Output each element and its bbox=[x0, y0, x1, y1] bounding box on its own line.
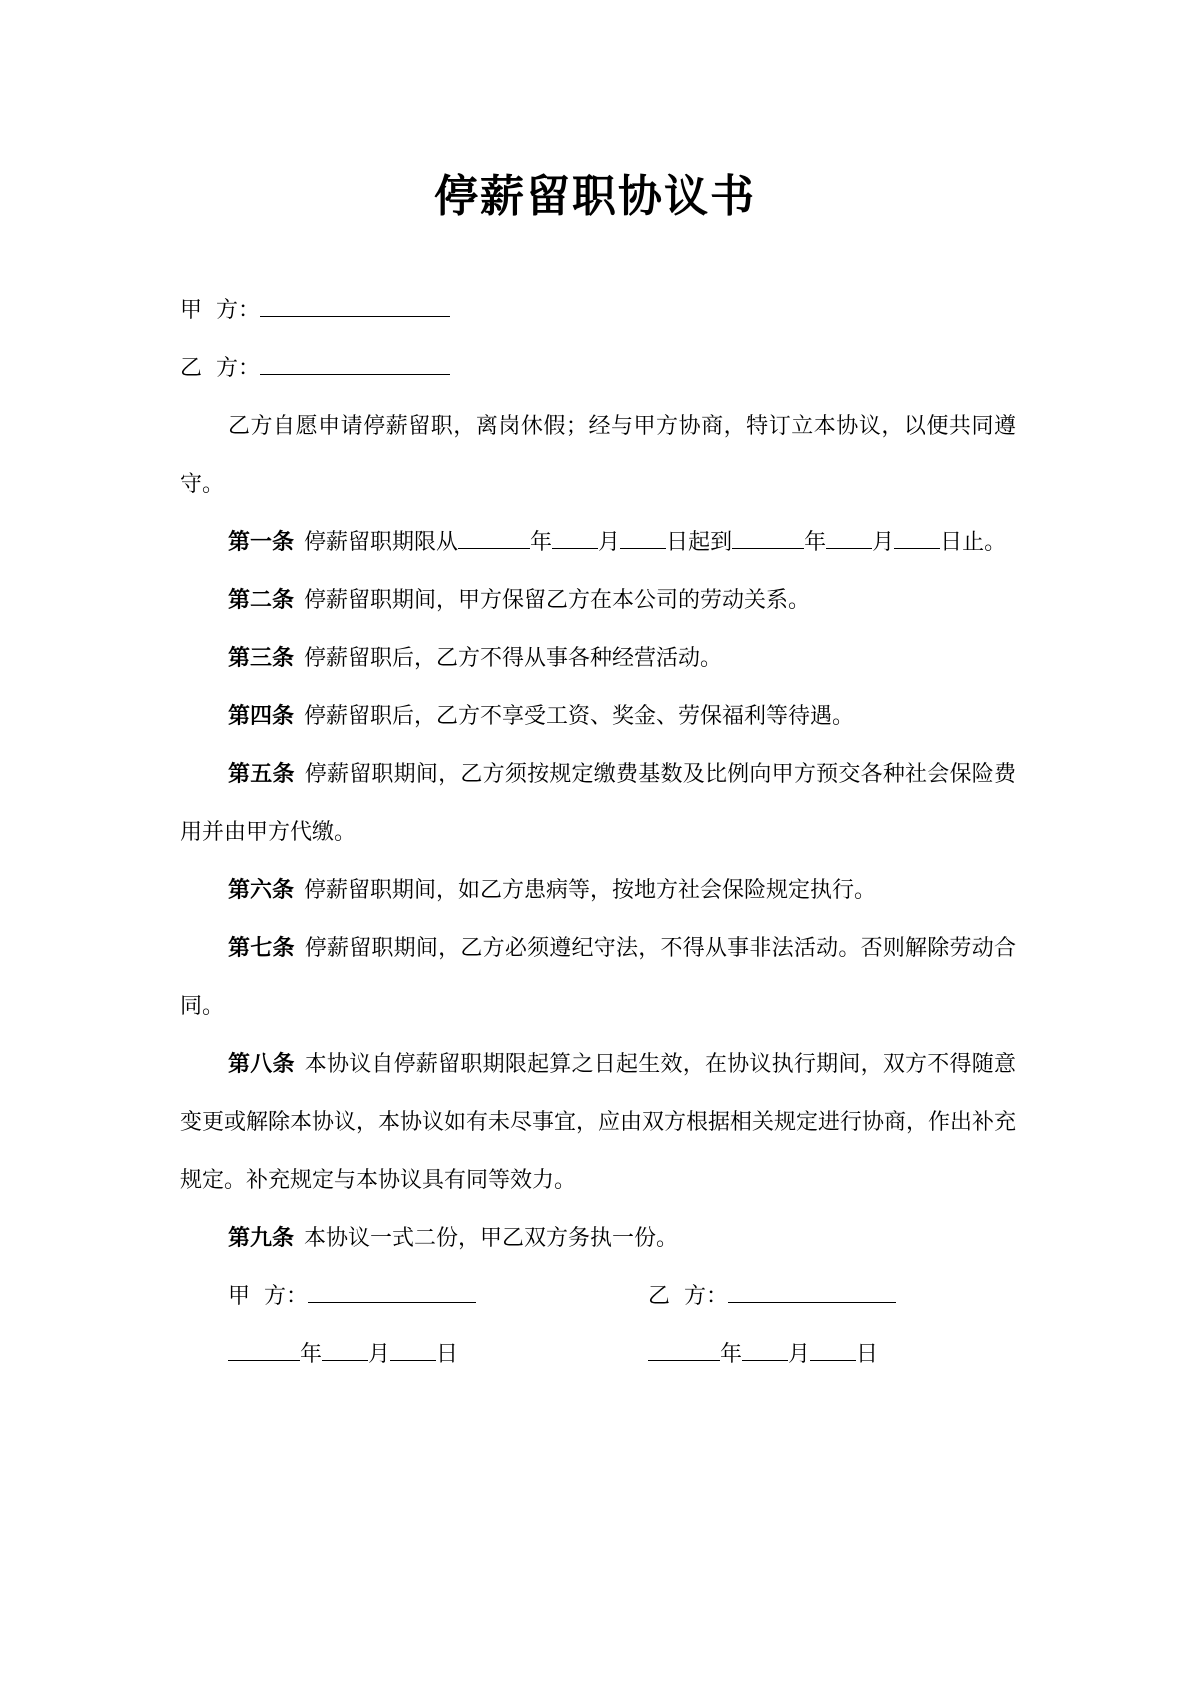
document-body bbox=[180, 282, 1016, 1384]
date-a-year-blank[interactable] bbox=[228, 1340, 300, 1361]
article-text: 停薪留职期限从 bbox=[304, 530, 459, 555]
article-text: 停薪留职后，乙方不得从事各种经营活动。 bbox=[304, 646, 723, 671]
article-1 bbox=[180, 514, 1016, 572]
start-day-blank[interactable] bbox=[620, 528, 666, 549]
article-5 bbox=[180, 746, 1016, 862]
day-label: 日止。 bbox=[940, 530, 1007, 555]
day-label: 日 bbox=[436, 1342, 459, 1367]
year-label: 年 bbox=[530, 530, 553, 555]
date-b-year-blank[interactable] bbox=[648, 1340, 720, 1361]
signature-b-label: 乙 方： bbox=[648, 1284, 728, 1309]
date-a-month-blank[interactable] bbox=[322, 1340, 368, 1361]
end-year-blank[interactable] bbox=[732, 528, 804, 549]
end-month-blank[interactable] bbox=[826, 528, 872, 549]
intro-paragraph: 乙方自愿申请停薪留职，离岗休假；经与甲方协商，特订立本协议，以便共同遵守。 bbox=[180, 414, 1016, 497]
article-number: 第八条 bbox=[228, 1052, 295, 1077]
year-label: 年 bbox=[720, 1342, 743, 1367]
party-b-label: 乙 方： bbox=[180, 356, 260, 381]
party-a-blank[interactable] bbox=[260, 296, 450, 317]
article-text: 本协议自停薪留职期限起算之日起生效，在协议执行期间，双方不得随意变更或解除本协议，本协议如有未尽事宜，应由双方根据相关规定进行协商，作出补充规定。补充规定与本协议具有同等效力。 bbox=[180, 1052, 1017, 1193]
month-label: 月 bbox=[598, 530, 621, 555]
article-text: 本协议一式二份，甲乙双方务执一份。 bbox=[304, 1226, 679, 1251]
month-label: 月 bbox=[788, 1342, 811, 1367]
article-text: 停薪留职后，乙方不享受工资、奖金、劳保福利等待遇。 bbox=[304, 704, 855, 729]
month-label: 月 bbox=[872, 530, 895, 555]
article-number: 第九条 bbox=[228, 1226, 295, 1251]
date-a-day-blank[interactable] bbox=[390, 1340, 436, 1361]
year-label: 年 bbox=[300, 1342, 323, 1367]
year-label: 年 bbox=[804, 530, 827, 555]
start-month-blank[interactable] bbox=[552, 528, 598, 549]
article-text: 停薪留职期间，甲方保留乙方在本公司的劳动关系。 bbox=[304, 588, 811, 613]
party-b-line bbox=[180, 340, 1016, 398]
signature-party-b bbox=[648, 1268, 896, 1326]
party-a-line bbox=[180, 282, 1016, 340]
article-6 bbox=[180, 862, 1016, 920]
date-b-month-blank[interactable] bbox=[742, 1340, 788, 1361]
signature-party-a bbox=[180, 1268, 648, 1326]
article-number: 第四条 bbox=[228, 704, 295, 729]
party-a-label: 甲 方： bbox=[180, 298, 260, 323]
start-year-blank[interactable] bbox=[458, 528, 530, 549]
end-day-blank[interactable] bbox=[894, 528, 940, 549]
article-3 bbox=[180, 630, 1016, 688]
article-9 bbox=[180, 1210, 1016, 1268]
day-label: 日起到 bbox=[666, 530, 733, 555]
article-8 bbox=[180, 1036, 1016, 1210]
date-b-day-blank[interactable] bbox=[810, 1340, 856, 1361]
article-number: 第一条 bbox=[228, 530, 295, 555]
article-number: 第六条 bbox=[228, 878, 295, 903]
date-party-a bbox=[180, 1326, 648, 1384]
party-b-blank[interactable] bbox=[260, 354, 450, 375]
article-2 bbox=[180, 572, 1016, 630]
signature-b-blank[interactable] bbox=[728, 1282, 896, 1303]
signature-a-label: 甲 方： bbox=[228, 1284, 308, 1309]
article-4 bbox=[180, 688, 1016, 746]
document-title: 停薪留职协议书 bbox=[434, 171, 756, 222]
article-7 bbox=[180, 920, 1016, 1036]
article-number: 第七条 bbox=[228, 936, 295, 961]
date-party-b bbox=[648, 1326, 878, 1384]
month-label: 月 bbox=[368, 1342, 391, 1367]
article-text: 停薪留职期间，乙方必须遵纪守法，不得从事非法活动。否则解除劳动合同。 bbox=[180, 936, 1016, 1019]
article-number: 第五条 bbox=[228, 762, 295, 787]
day-label: 日 bbox=[856, 1342, 879, 1367]
article-number: 第二条 bbox=[228, 588, 295, 613]
date-row bbox=[180, 1326, 1016, 1384]
article-text: 停薪留职期间，乙方须按规定缴费基数及比例向甲方预交各种社会保险费用并由甲方代缴。 bbox=[180, 762, 1016, 845]
article-number: 第三条 bbox=[228, 646, 295, 671]
article-text: 停薪留职期间，如乙方患病等，按地方社会保险规定执行。 bbox=[304, 878, 877, 903]
signature-row bbox=[180, 1268, 1016, 1326]
signature-a-blank[interactable] bbox=[308, 1282, 476, 1303]
